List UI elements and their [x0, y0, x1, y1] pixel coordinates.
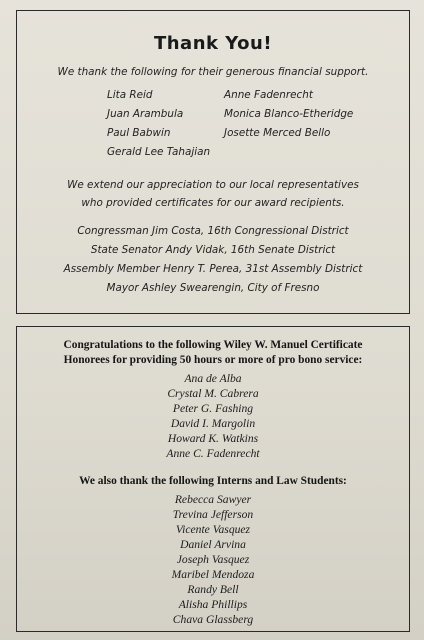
honorees-box [16, 326, 410, 632]
intern-name: Daniel Arvina [180, 538, 246, 551]
interns-heading: We also thank the following Interns and Law Students: [79, 475, 347, 487]
honorees-heading: Honorees for providing 50 hours or more of pro bono service: [63, 354, 363, 366]
donor-name: Paul Babwin [107, 127, 171, 139]
intern-name: Joseph Vasquez [176, 553, 250, 566]
honoree-name: Ana de Alba [184, 372, 242, 385]
honoree-name: Anne C. Fadenrecht [166, 447, 260, 460]
donor-name: Gerald Lee Tahajian [107, 146, 211, 158]
appreciation-line: We extend our appreciation to our local representatives [67, 179, 359, 191]
representative-line: State Senator Andy Vidak, 16th Senate District [90, 244, 336, 256]
donor-name: Josette Merced Bello [224, 127, 331, 139]
representative-line: Congressman Jim Costa, 16th Congressional District [77, 225, 349, 237]
donor-name: Monica Blanco-Etheridge [224, 108, 354, 120]
financial-support-intro: We thank the following for their generous financial support. [57, 66, 369, 78]
honoree-name: Howard K. Watkins [167, 432, 259, 445]
thank-you-box [16, 10, 410, 314]
intern-name: Rebecca Sawyer [174, 493, 252, 506]
honorees-heading: Congratulations to the following Wiley W. Manuel Certificate [63, 339, 363, 351]
intern-name: Maribel Mendoza [171, 568, 255, 581]
intern-name: Alisha Phillips [178, 598, 248, 611]
representative-line: Mayor Ashley Swearengin, City of Fresno [106, 282, 320, 294]
donor-name: Lita Reid [107, 89, 153, 101]
intern-name: Trevina Jefferson [172, 508, 254, 521]
honoree-name: Crystal M. Cabrera [167, 387, 259, 400]
intern-name: Randy Bell [187, 583, 239, 596]
representative-line: Assembly Member Henry T. Perea, 31st Assembly District [63, 263, 363, 275]
honoree-name: David I. Margolin [170, 417, 256, 430]
intern-name: Vicente Vasquez [175, 523, 251, 536]
donor-name: Anne Fadenrecht [224, 89, 313, 101]
honoree-name: Peter G. Fashing [172, 402, 254, 415]
appreciation-line: who provided certificates for our award recipients. [81, 197, 345, 209]
intern-name: Chava Glassberg [172, 613, 254, 626]
thank-you-title: Thank You! [153, 33, 273, 54]
donor-name: Juan Arambula [107, 108, 184, 120]
